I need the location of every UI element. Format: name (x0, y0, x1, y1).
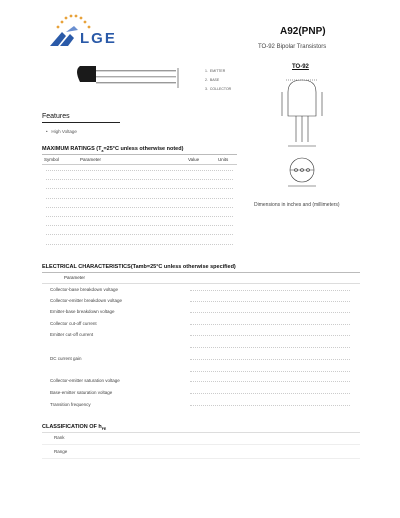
elec-row-label: Emitter cut-off current (50, 332, 94, 337)
package-outline-label: TO-92 (292, 64, 309, 70)
elec-value-placeholder (190, 392, 350, 394)
elec-row-label: Base-emitter saturation voltage (50, 390, 113, 395)
max-ratings-row (46, 186, 233, 189)
electrical-header-rule (42, 283, 360, 284)
col-parameter: Parameter (80, 157, 102, 162)
elec-value-placeholder (190, 370, 350, 372)
elec-row-label: Emitter-base breakdown voltage (50, 309, 115, 314)
electrical-heading: ELECTRICAL CHARACTERISTICS(Tamb=25°C unless otherwise specified) (42, 264, 236, 270)
col-symbol: Symbol (44, 157, 60, 162)
elec-value-placeholder (190, 380, 350, 382)
max-ratings-row (46, 232, 233, 235)
max-ratings-row (46, 242, 233, 245)
dimension-note: Dimensions in inches and (millimeters) (254, 202, 340, 208)
classification-bottom-rule (42, 458, 360, 459)
max-ratings-row (46, 177, 233, 180)
feature-item: • High Voltage (46, 129, 77, 134)
class-row-rank: Rank (54, 435, 65, 440)
max-ratings-row (46, 214, 233, 217)
pin-1-label: 1. EMITTER (205, 69, 226, 73)
class-row-range: Range (54, 449, 68, 454)
transistor-photo (60, 60, 190, 96)
elec-value-placeholder (190, 404, 350, 406)
elec-value-placeholder (190, 346, 350, 348)
max-ratings-row (46, 205, 233, 208)
max-ratings-row (46, 223, 233, 226)
elec-value-placeholder (190, 289, 350, 291)
features-rule (42, 122, 120, 123)
pin-3-label: 3. COLLECTOR (205, 87, 232, 91)
elec-row-label: DC current gain (50, 356, 82, 361)
electrical-top-rule (42, 272, 360, 273)
part-title: A92(PNP) (280, 26, 326, 37)
elec-row-label: Collector-base breakdown voltage (50, 287, 119, 292)
classification-mid-rule (42, 444, 360, 445)
col-value: Value (188, 157, 200, 162)
elec-row-label: Collector-emitter saturation voltage (50, 378, 120, 383)
package-outline-drawing (262, 72, 352, 194)
classification-rule (42, 432, 360, 433)
elec-value-placeholder (190, 334, 350, 336)
elec-row-label: Collector cut-off current (50, 321, 97, 326)
electrical-param-header: Parameter (64, 275, 86, 280)
classification-heading: CLASSIFICATION OF $h_{FE}$ (42, 424, 107, 432)
elec-row-label: Transition frequency (50, 402, 91, 407)
max-ratings-heading: MAXIMUM RATINGS ($T_a=25^\circ C$ unless otherwise noted) (42, 146, 184, 154)
max-ratings-row (46, 196, 233, 199)
elec-value-placeholder (190, 358, 350, 360)
logo-text: LGE (80, 30, 117, 47)
elec-value-placeholder (190, 300, 350, 302)
max-ratings-row (46, 168, 233, 171)
elec-row-label: Collector-emitter breakdown voltage (50, 298, 123, 303)
col-units: Units (218, 157, 229, 162)
max-ratings-table (42, 154, 237, 248)
part-subtitle: TO-92 Bipolar Transistors (258, 44, 327, 50)
elec-value-placeholder (190, 323, 350, 325)
pin-2-label: 2. BASE (205, 78, 220, 82)
bullet-icon: • (46, 129, 48, 134)
elec-value-placeholder (190, 311, 350, 313)
features-heading: Features (42, 113, 70, 120)
